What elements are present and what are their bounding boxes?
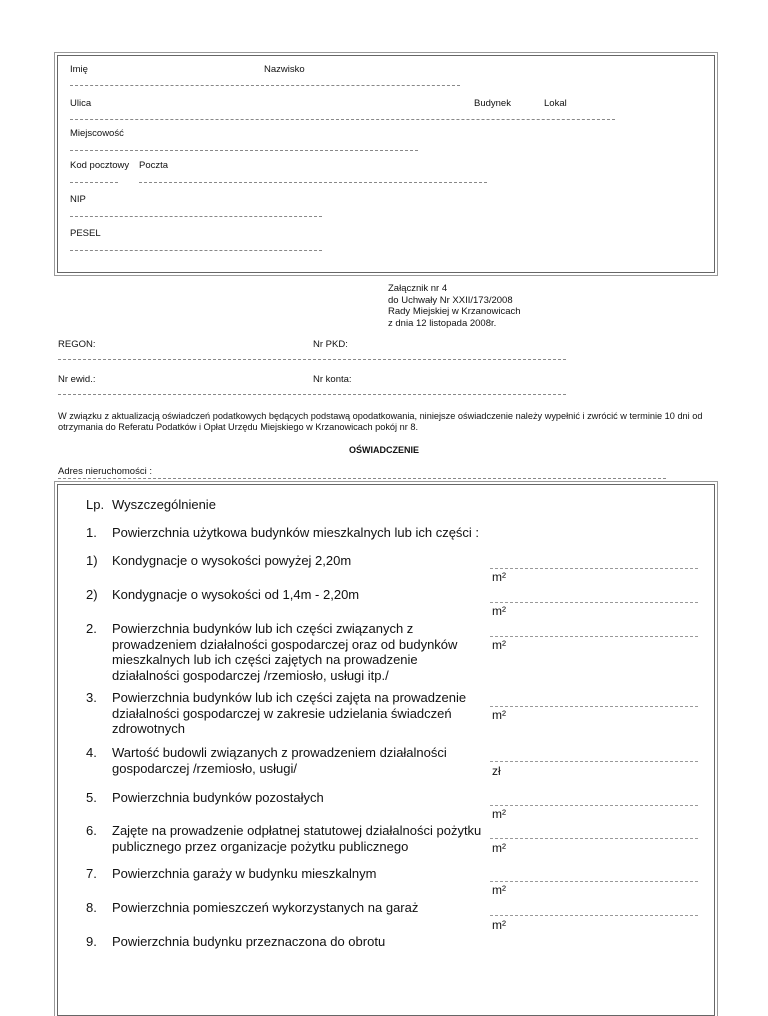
row-number: 7.: [86, 866, 97, 881]
value-field[interactable]: [490, 805, 698, 806]
unit-label: zł: [492, 764, 501, 778]
label-nr-ewid: Nr ewid.:: [58, 374, 96, 385]
row-number: 4.: [86, 745, 97, 760]
instruction-text: W związku z aktualizacją oświadczeń podatkowych będących podstawą opodatkowania, niniejsze oświadczenie należy wypełnić i zwrócić w terminie 10 dni od otrzymania do Referatu Podatków i Opłat Urzędu Miejskiego w Krzanowicach pokój nr 8.: [58, 411, 703, 432]
document-title: OŚWIADCZENIE: [348, 445, 419, 455]
field-ewid-konta[interactable]: [58, 394, 566, 395]
label-kod-pocztowy: Kod pocztowy: [70, 160, 130, 171]
row-description: Powierzchnia garaży w budynku mieszkalnym: [112, 866, 377, 881]
unit-label: m²: [492, 883, 506, 897]
row-number: 6.: [86, 823, 97, 838]
unit-label: m²: [492, 807, 506, 821]
field-imie-nazwisko[interactable]: [70, 85, 460, 86]
row-number: 2): [86, 587, 98, 602]
value-field[interactable]: [490, 838, 698, 839]
label-lokal: Lokal: [544, 98, 567, 109]
label-imie: Imię: [70, 64, 88, 75]
header-wyszczegolnienie: Wyszczególnienie: [112, 497, 216, 512]
label-pesel: PESEL: [70, 228, 101, 239]
row-description: Powierzchnia użytkowa budynków mieszkalnych lub ich części :: [112, 525, 480, 540]
field-adres-nieruchomosci[interactable]: [58, 478, 666, 479]
unit-label: m²: [492, 708, 506, 722]
row-number: 3.: [86, 690, 97, 705]
row-description: Zajęte na prowadzenie odpłatnej statutowej działalności pożytku publicznego przez organizacje pożytku publicznego: [112, 823, 482, 854]
attachment-line: Rady Miejskiej w Krzanowicach: [388, 306, 521, 317]
field-nip[interactable]: [70, 216, 322, 217]
row-description: Powierzchnia budynków lub ich części zajęta na prowadzenie działalności gospodarczej w zakresie udzielania świadczeń zdrowotnych: [112, 690, 467, 736]
label-miejscowosc: Miejscowość: [70, 128, 124, 139]
row-description: Powierzchnia budynku przeznaczona do obrotu: [112, 934, 386, 949]
row-number: 1): [86, 553, 98, 568]
label-nazwisko: Nazwisko: [264, 64, 305, 75]
field-kod-pocztowy[interactable]: [70, 182, 118, 183]
value-field[interactable]: [490, 761, 698, 762]
row-number: 9.: [86, 934, 97, 949]
attachment-note: [388, 283, 521, 329]
label-nr-konta: Nr konta:: [313, 374, 352, 385]
unit-label: m²: [492, 604, 506, 618]
row-description: Powierzchnia pomieszczeń wykorzystanych na garaż: [112, 900, 419, 915]
unit-label: m²: [492, 638, 506, 652]
unit-label: m²: [492, 918, 506, 932]
value-field[interactable]: [490, 706, 698, 707]
row-description: Powierzchnia budynków lub ich części związanych z prowadzeniem działalności gospodarczej oraz od budynków mieszkalnych lub ich części zajętych na prowadzenie działalności gospodarczej /rzemiosło, usługi itp./: [112, 621, 458, 683]
row-number: 8.: [86, 900, 97, 915]
attachment-line: do Uchwały Nr XXII/173/2008: [388, 294, 513, 306]
row-number: 5.: [86, 790, 97, 805]
field-miejscowosc[interactable]: [70, 150, 418, 151]
field-pesel[interactable]: [70, 250, 322, 251]
value-field[interactable]: [490, 568, 698, 569]
label-budynek: Budynek: [474, 98, 511, 109]
row-number: 1.: [86, 525, 97, 540]
label-ulica: Ulica: [70, 98, 92, 109]
field-poczta[interactable]: [139, 182, 487, 183]
label-nip: NIP: [70, 194, 86, 205]
attachment-line: Załącznik nr 4: [388, 283, 448, 294]
value-field[interactable]: [490, 881, 698, 882]
value-field[interactable]: [490, 636, 698, 637]
field-regon-pkd[interactable]: [58, 359, 566, 360]
label-regon: REGON:: [58, 339, 96, 350]
field-ulica[interactable]: [70, 119, 615, 120]
unit-label: m²: [492, 570, 506, 584]
row-number: 2.: [86, 621, 97, 636]
value-field[interactable]: [490, 602, 698, 603]
row-description: Powierzchnia budynków pozostałych: [112, 790, 324, 805]
label-adres-nieruchomosci: Adres nieruchomości :: [58, 466, 152, 477]
attachment-line: z dnia 12 listopada 2008r.: [388, 317, 497, 329]
unit-label: m²: [492, 841, 506, 855]
row-description: Kondygnacje o wysokości od 1,4m - 2,20m: [112, 587, 360, 602]
label-pkd: Nr PKD:: [313, 339, 348, 350]
row-description: Wartość budowli związanych z prowadzeniem działalności gospodarczej /rzemiosło, usługi/: [112, 745, 447, 776]
row-description: Kondygnacje o wysokości powyżej 2,20m: [112, 553, 352, 568]
header-lp: Lp.: [86, 497, 105, 512]
label-poczta: Poczta: [139, 160, 169, 171]
value-field[interactable]: [490, 915, 698, 916]
